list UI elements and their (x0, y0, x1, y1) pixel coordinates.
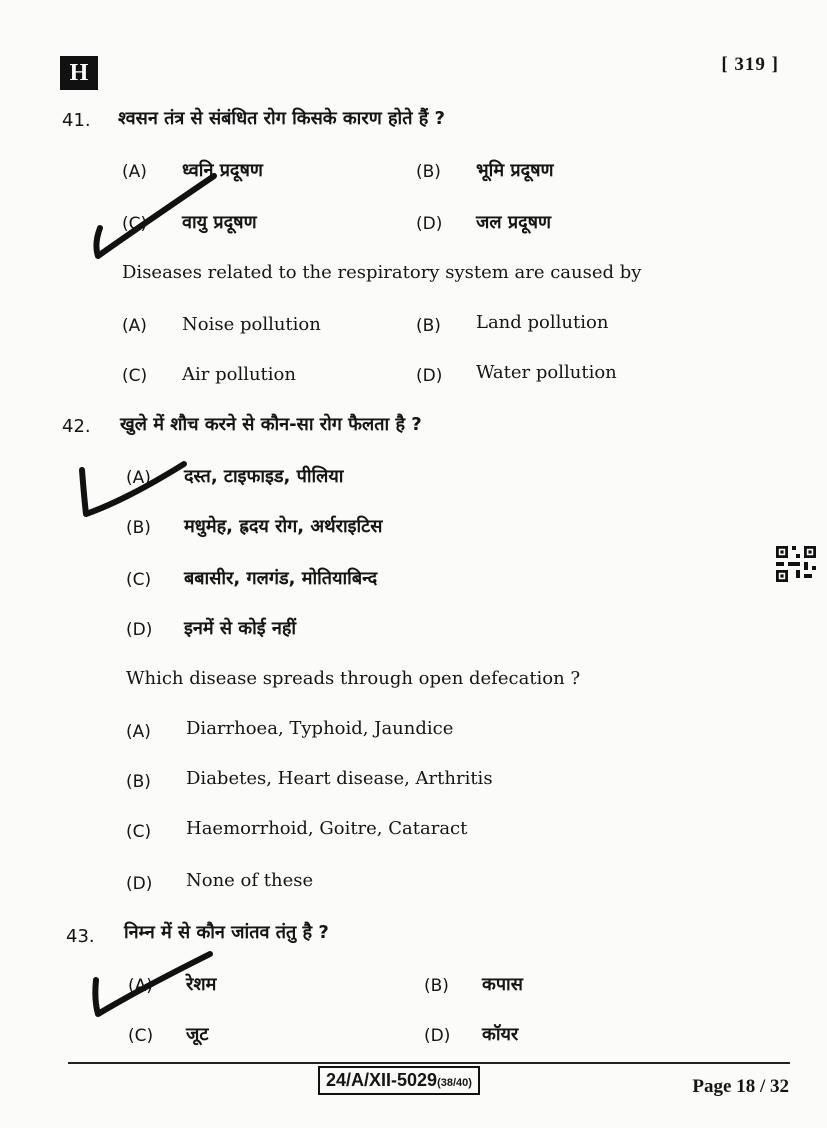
q42-english-option-a[interactable]: Diarrhoea, Typhoid, Jaundice (186, 718, 454, 739)
q41-english-option-c[interactable]: Air pollution (182, 364, 296, 385)
q43-hindi-option-b[interactable]: कपास (482, 974, 523, 995)
q41-hindi-option-c-label: (C) (122, 214, 148, 234)
q42-hindi-option-d-label: (D) (126, 620, 153, 640)
q42-hindi-option-b[interactable]: मधुमेह, ह्रदय रोग, अर्थराइटिस (184, 516, 383, 537)
question-43-number: 43. (66, 926, 95, 947)
question-41-number: 41. (62, 110, 91, 131)
q42-english-option-c[interactable]: Haemorrhoid, Goitre, Cataract (186, 818, 468, 839)
q42-english-option-a-label: (A) (126, 722, 151, 742)
q41-hindi-option-d-label: (D) (416, 214, 443, 234)
q43-hindi-option-c[interactable]: जूट (186, 1024, 209, 1045)
q42-hindi-option-c[interactable]: बबासीर, गलगंड, मोतियाबिन्द (184, 568, 378, 589)
q41-english-option-a-label: (A) (122, 316, 147, 336)
section-badge: H (60, 56, 98, 90)
q42-hindi-option-d[interactable]: इनमें से कोई नहीं (184, 618, 297, 639)
q42-english-option-d[interactable]: None of these (186, 870, 314, 891)
q41-hindi-option-a-label: (A) (122, 162, 147, 182)
q41-english-option-b[interactable]: Land pollution (476, 312, 609, 333)
q41-hindi-option-b[interactable]: भूमि प्रदूषण (476, 160, 554, 181)
q42-english-option-d-label: (D) (126, 874, 153, 894)
q41-hindi-option-a[interactable]: ध्वनि प्रदूषण (182, 160, 263, 181)
q41-hindi-option-b-label: (B) (416, 162, 441, 182)
q41-english-option-b-label: (B) (416, 316, 441, 336)
footer-code-sub: (38/40) (437, 1077, 472, 1089)
paper-code: [ 319 ] (721, 54, 779, 75)
question-42-english: Which disease spreads through open defecation ? (126, 668, 581, 689)
q42-english-option-b-label: (B) (126, 772, 151, 792)
q42-english-option-c-label: (C) (126, 822, 152, 842)
q41-hindi-option-d[interactable]: जल प्रदूषण (476, 212, 552, 233)
q43-hindi-option-d[interactable]: कॉयर (482, 1024, 519, 1045)
question-41-hindi: श्वसन तंत्र से संबंधित रोग किसके कारण होते हैं ? (118, 108, 445, 129)
q42-hindi-option-c-label: (C) (126, 570, 152, 590)
page-number: Page 18 / 32 (692, 1076, 789, 1097)
q43-hindi-option-d-label: (D) (424, 1026, 451, 1046)
q43-hindi-option-a-label: (A) (128, 976, 153, 996)
q41-english-option-a[interactable]: Noise pollution (182, 314, 321, 335)
question-42-hindi: खुले में शौच करने से कौन-सा रोग फैलता है ? (120, 414, 422, 435)
q41-english-option-d-label: (D) (416, 366, 443, 386)
footer-paper-code (318, 1066, 480, 1095)
footer-divider (68, 1062, 790, 1064)
q41-english-option-d[interactable]: Water pollution (476, 362, 617, 383)
footer-code-main: 24/A/XII-5029 (326, 1070, 438, 1090)
q42-english-option-b[interactable]: Diabetes, Heart disease, Arthritis (186, 768, 493, 789)
question-42-number: 42. (62, 416, 91, 437)
q41-english-option-c-label: (C) (122, 366, 148, 386)
question-41-english: Diseases related to the respiratory system are caused by (122, 262, 642, 283)
q42-hindi-option-b-label: (B) (126, 518, 151, 538)
q41-hindi-option-c[interactable]: वायु प्रदूषण (182, 212, 257, 233)
q43-hindi-option-b-label: (B) (424, 976, 449, 996)
q42-hindi-option-a-label: (A) (126, 468, 151, 488)
qr-code-icon (776, 546, 816, 582)
q42-hindi-option-a[interactable]: दस्त, टाइफाइड, पीलिया (184, 466, 344, 487)
q43-hindi-option-c-label: (C) (128, 1026, 154, 1046)
q43-hindi-option-a[interactable]: रेशम (186, 974, 217, 995)
question-43-hindi: निम्न में से कौन जांतव तंतु है ? (124, 922, 329, 943)
